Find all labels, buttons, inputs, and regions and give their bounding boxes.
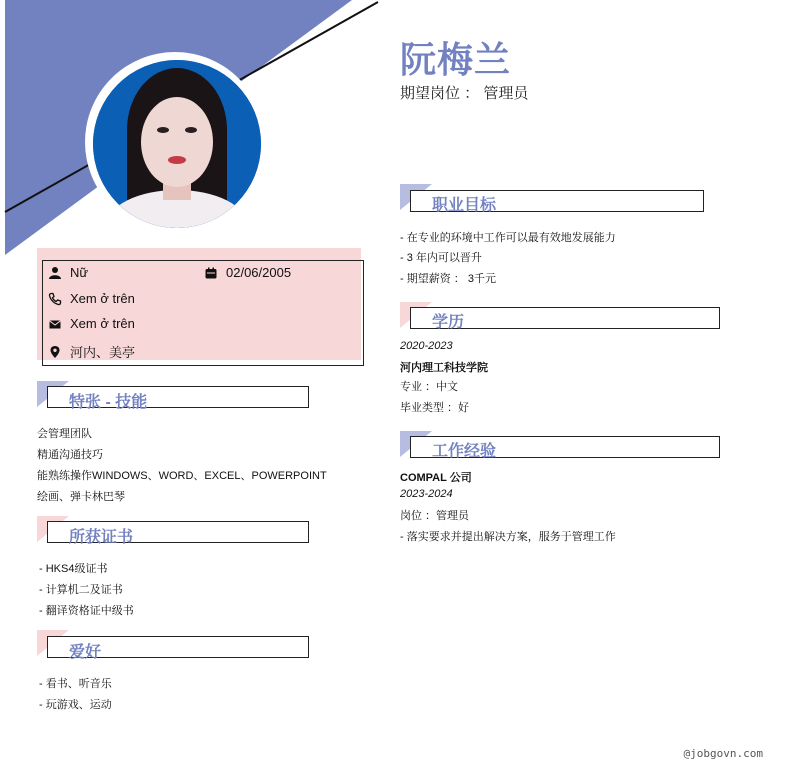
objective-item: - 3 年内可以晋升 bbox=[400, 252, 482, 264]
user-icon bbox=[48, 266, 62, 280]
experience-title: 工作经验 bbox=[432, 443, 497, 460]
experience-desc: - 落实要求并提出解决方案，服务于管理工作 bbox=[400, 531, 616, 543]
education-title: 学历 bbox=[432, 314, 465, 331]
skill-item: 精通沟通技巧 bbox=[37, 449, 103, 461]
candidate-name: 阮梅兰 bbox=[400, 39, 512, 80]
phone-value: Xem ở trên bbox=[70, 291, 135, 306]
skill-item: 绘画、弹卡林巴琴 bbox=[37, 491, 125, 503]
skill-item: 会管理团队 bbox=[37, 428, 92, 440]
hobby-item: - 看书、听音乐 bbox=[39, 678, 112, 690]
info-email bbox=[48, 316, 135, 331]
address-value: 河内、美亭 bbox=[70, 345, 136, 360]
location-pin-icon bbox=[48, 345, 62, 359]
email-value: Xem ở trên bbox=[70, 316, 135, 331]
objective-item: - 期望薪资 ： 3千元 bbox=[400, 273, 496, 285]
phone-icon bbox=[48, 292, 62, 306]
education-period: 2020-2023 bbox=[400, 340, 453, 352]
certificate-item: - 计算机二及证书 bbox=[39, 584, 123, 596]
dob-value: 02/06/2005 bbox=[226, 265, 292, 280]
calendar-icon bbox=[204, 266, 218, 280]
objective-item: - 在专业的环境中工作可以最有效地发展能力 bbox=[400, 232, 616, 244]
education-major: 专业 ：中文 bbox=[400, 381, 459, 393]
experience-role: 岗位 ：管理员 bbox=[400, 510, 470, 522]
info-dob bbox=[204, 265, 291, 280]
info-gender bbox=[48, 265, 88, 280]
certificate-item: - HKS4级证书 bbox=[39, 563, 108, 575]
gender-value: Nữ bbox=[70, 265, 89, 280]
info-address bbox=[48, 342, 135, 361]
experience-company: COMPAL 公司 bbox=[400, 472, 472, 484]
profile-photo bbox=[93, 60, 261, 228]
skill-item: 能熟练操作WINDOWS、WORD、EXCEL、POWERPOINT bbox=[37, 470, 327, 482]
certificates-title: 所获证书 bbox=[69, 529, 134, 546]
watermark: @jobgovn.com bbox=[683, 747, 763, 760]
certificate-item: - 翻译资格证中级书 bbox=[39, 605, 134, 617]
hobby-item: - 玩游戏、运动 bbox=[39, 699, 112, 711]
education-school: 河内理工科技学院 bbox=[400, 362, 488, 374]
education-grade: 毕业类型 ：好 bbox=[400, 402, 470, 414]
objective-title: 职业目标 bbox=[432, 197, 497, 214]
desired-position: 期望岗位 ： 管理员 bbox=[400, 85, 529, 102]
info-phone bbox=[48, 291, 135, 306]
hobbies-title: 爱好 bbox=[69, 644, 102, 661]
skills-title: 特张 - 技能 bbox=[69, 394, 148, 411]
envelope-icon bbox=[48, 317, 62, 331]
experience-period: 2023-2024 bbox=[400, 488, 453, 500]
